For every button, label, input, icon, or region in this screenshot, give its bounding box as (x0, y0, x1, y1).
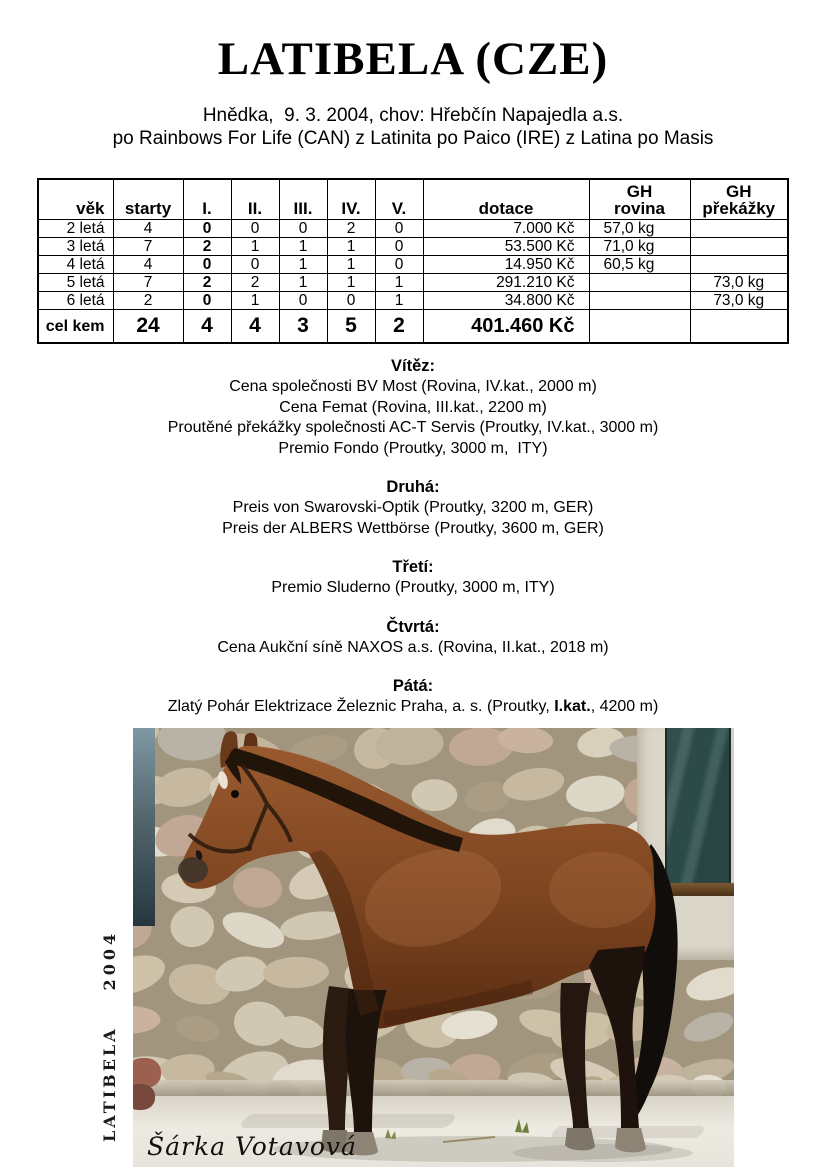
second-race-1: Preis von Swarovski-Optik (Proutky, 3200 m, GER) (232, 499, 594, 516)
col-header-gh-jumps: GH překážky (690, 179, 788, 220)
caption-horse-name: LATIBELA (100, 1025, 119, 1142)
page-title: LATIBELA (CZE) (217, 33, 609, 85)
halter-ring (246, 845, 252, 851)
stats-row-4yo: 4 letá 4 0 0 1 1 0 14.950 Kč 60,5 kg (38, 256, 788, 274)
fourth-race-1: Cena Aukční síně NAXOS a.s. (Rovina, II.kat., 2018 m) (217, 638, 609, 656)
col-header-age: věk (38, 179, 113, 220)
col-header-prize-money: dotace (423, 179, 589, 220)
col-header-gh-flat: GH rovina (589, 179, 690, 220)
horse-hoof (565, 1128, 595, 1150)
winner-race-3: Proutěné překážky společnosti AC-T Servis (Proutky, IV.kat., 3000 m) (167, 419, 659, 436)
col-header-fifth: V. (375, 179, 423, 220)
col-header-fourth: IV. (327, 179, 375, 220)
winner-race-4: Premio Fondo (Proutky, 3000 m, ITY) (278, 439, 548, 457)
horse-illustration (133, 728, 734, 1167)
photo-section (0, 726, 826, 1171)
result-heading-second: Druhá: (386, 478, 440, 496)
horse-details-line: Hnědka, 9. 3. 2004, chov: Hřebčín Napajedla a.s. (202, 105, 624, 126)
stats-total-row: cel kem 24 4 4 3 5 2 401.460 Kč (38, 310, 788, 344)
horse-shadow (513, 1144, 693, 1162)
result-heading-fourth: Čtvrtá: (386, 617, 440, 636)
second-race-2: Preis der ALBERS Wettbörse (Proutky, 3600 m, GER) (222, 519, 604, 537)
col-header-starts: starty (113, 179, 183, 220)
pedigree-line: po Rainbows For Life (CAN) z Latinita po Paico (IRE) z Latina po Masis (112, 128, 714, 149)
stats-row-3yo: 3 letá 7 2 1 1 1 0 53.500 Kč 71,0 kg (38, 238, 788, 256)
horse-hind-leg-near (589, 946, 645, 1128)
stats-row-5yo: 5 letá 7 2 2 1 1 1 291.210 Kč 73,0 kg (38, 274, 788, 292)
hindquarter-highlight (549, 852, 653, 928)
horse-photo (133, 728, 734, 1167)
stats-row-6yo: 6 letá 2 0 1 0 0 1 34.800 Kč 73,0 kg (38, 292, 788, 310)
col-header-third: III. (279, 179, 327, 220)
race-statistics-table (37, 178, 789, 344)
table-header-row (38, 179, 788, 220)
horse-hind-leg-far (560, 983, 591, 1128)
horse-muzzle (178, 857, 208, 883)
fifth-race-1: Zlatý Pohár Elektrizace Železnic Praha, a. s. (Proutky, I.kat., 4200 m) (167, 698, 659, 715)
result-heading-winner: Vítěz: (390, 357, 435, 375)
grass-tuft (385, 1129, 396, 1139)
horse-eye (231, 790, 239, 798)
winner-race-2: Cena Femat (Rovina, III.kat., 2200 m) (279, 398, 547, 416)
third-race-1: Premio Sluderno (Proutky, 3000 m, ITY) (271, 579, 555, 596)
result-heading-fifth: Pátá: (392, 677, 434, 695)
col-header-first: I. (183, 179, 231, 220)
grass-tuft (515, 1119, 529, 1133)
stats-row-2yo: 2 letá 4 0 0 0 2 0 7.000 Kč 57,0 kg (38, 220, 788, 238)
result-heading-third: Třetí: (392, 558, 434, 576)
caption-year: 2004 (100, 929, 119, 990)
photographer-signature: Šárka Votavová (147, 1131, 357, 1161)
photo-vertical-caption (100, 929, 119, 1141)
winner-race-1: Cena společnosti BV Most (Rovina, IV.kat., 2000 m) (229, 378, 597, 395)
horse-hoof (615, 1128, 646, 1152)
race-results (0, 356, 826, 718)
col-header-second: II. (231, 179, 279, 220)
